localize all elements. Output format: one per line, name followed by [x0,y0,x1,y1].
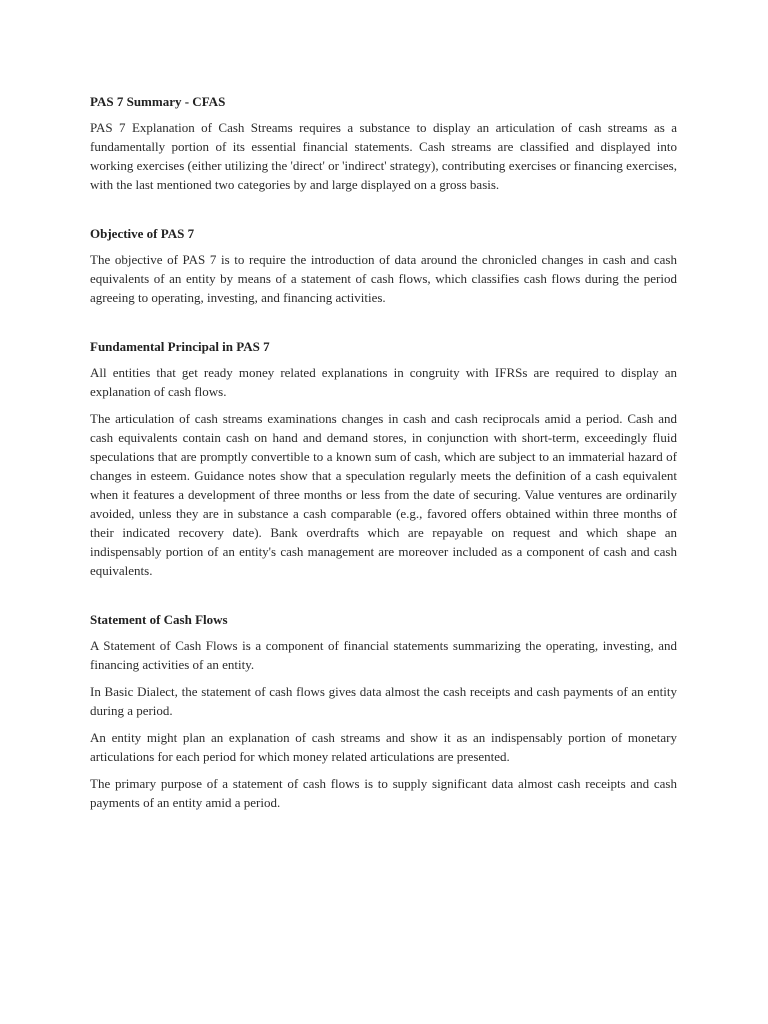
section-statement-of-cash-flows [90,610,677,812]
section-fundamental-principal [90,337,677,580]
paragraph: The primary purpose of a statement of cash flows is to supply significant data almost cash receipts and cash payments of an entity amid a period. [90,776,677,810]
section-spacer [90,588,677,610]
section-title-summary: PAS 7 Summary - CFAS [90,94,226,109]
section-title-fundamental-principal: Fundamental Principal in PAS 7 [90,339,270,354]
document-page [90,92,677,820]
paragraph: In Basic Dialect, the statement of cash flows gives data almost the cash receipts and cash payments of an entity during a period. [90,684,677,718]
section-objective [90,224,677,307]
section-spacer [90,315,677,337]
section-title-objective: Objective of PAS 7 [90,226,195,241]
paragraph: The articulation of cash streams examinations changes in cash and cash reciprocals amid a period. Cash and cash equivalents contain cash on hand and demand stores, in conjunction with short-term, exceedingly fluid speculations that are promptly convertible to a known sum of cash, which are subject to an immaterial hazard of changes in esteem. Guidance notes show that a speculation regularly meets the definition of a cash equivalent when it features a development of three months or less from the date of securing. Value ventures are ordinarily avoided, unless they are in substance a cash comparable (e.g., favored offers obtained within three months of their indicated recovery date). Bank overdrafts which are repayable on request and which shape an indispensably portion of an entity's cash management are moreover included as a component of cash and cash equivalents. [90,411,677,578]
section-summary [90,92,677,194]
paragraph: All entities that get ready money related explanations in congruity with IFRSs are required to display an explanation of cash flows. [90,365,677,399]
paragraph: A Statement of Cash Flows is a component of financial statements summarizing the operating, investing, and financing activities of an entity. [90,638,677,672]
paragraph: An entity might plan an explanation of cash streams and show it as an indispensably portion of monetary articulations for each period for which money related articulations are presented. [90,730,677,764]
section-spacer [90,202,677,224]
paragraph: The objective of PAS 7 is to require the introduction of data around the chronicled changes in cash and cash equivalents of an entity by means of a statement of cash flows, which classifies cash flows during the period agreeing to operating, investing, and financing activities. [90,252,677,305]
paragraph: PAS 7 Explanation of Cash Streams requires a substance to display an articulation of cash streams as a fundamentally portion of its essential financial statements. Cash streams are classified and displayed into working exercises (either utilizing the 'direct' or 'indirect' strategy), contributing exercises or financing exercises, with the last mentioned two categories by and large displayed on a gross basis. [90,120,677,192]
section-title-statement-of-cash-flows: Statement of Cash Flows [90,612,228,627]
